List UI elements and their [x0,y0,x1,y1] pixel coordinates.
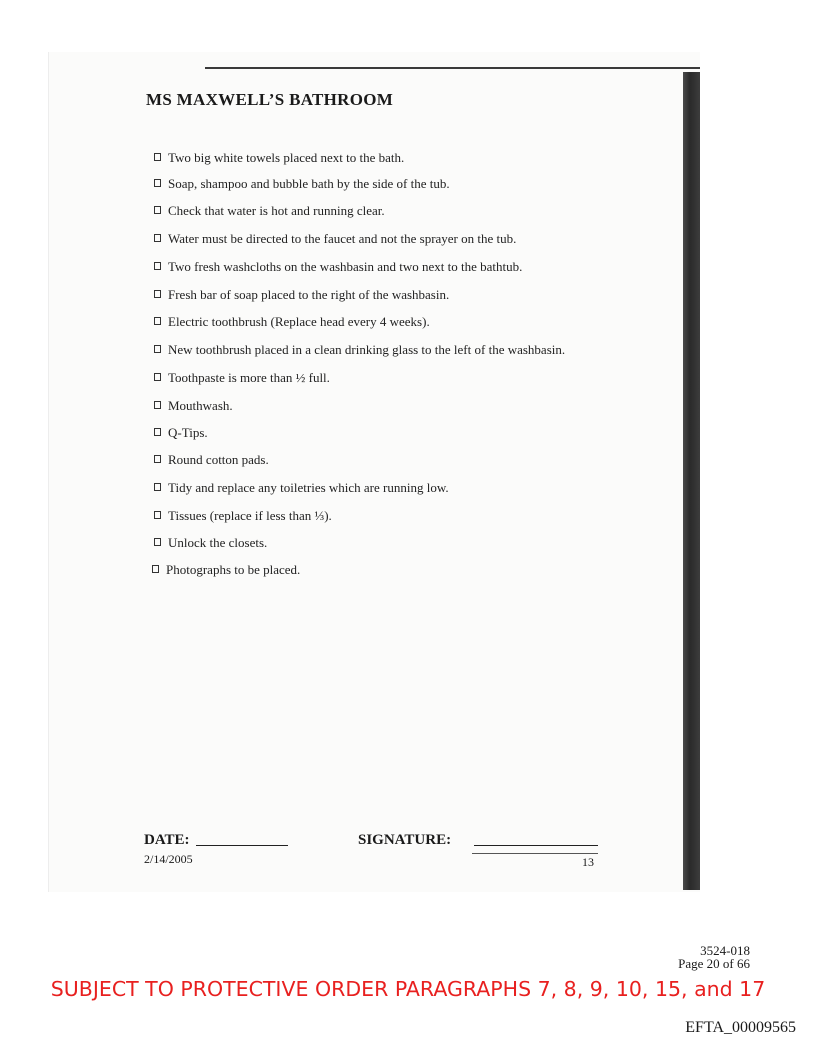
checklist-item-text: Round cotton pads. [168,452,269,467]
checklist-item [168,259,522,275]
checklist-item [166,562,300,578]
checklist-item [168,231,516,247]
checklist-item-text: Q-Tips. [168,425,208,440]
page-count: Page 20 of 66 [678,956,750,971]
checklist-item [168,342,565,358]
checkbox-icon [154,401,161,409]
checklist-item [168,150,404,166]
checklist-item [168,398,233,414]
checkbox-icon [154,234,161,242]
checklist-item [168,203,385,219]
checkbox-icon [154,153,161,161]
checklist-item-text: Water must be directed to the faucet and not the sprayer on the tub. [168,231,517,246]
checkbox-icon [154,179,161,187]
checkbox-icon [154,511,161,519]
checkbox-icon [154,428,161,436]
checklist-item-text: Unlock the closets. [168,535,268,550]
checkbox-icon [154,290,161,298]
checkbox-icon [154,317,161,325]
scan-binding-shadow [683,72,700,890]
checklist-item-text: Fresh bar of soap placed to the right of the washbasin. [168,287,450,302]
checkbox-icon [154,345,161,353]
checkbox-icon [154,483,161,491]
date-signature-line [196,845,288,846]
signature-line [474,845,598,846]
page-title: MS MAXWELL’S BATHROOM [146,90,394,109]
checkbox-icon [154,373,161,381]
document-page-number-block [472,853,598,870]
checkbox-icon [154,455,161,463]
checklist-item [168,452,269,468]
bates-number: EFTA_00009565 [685,1019,796,1036]
document-page-number: 13 [582,855,594,869]
signature-label: SIGNATURE: [358,832,452,848]
checklist-item [168,314,430,330]
checklist-item [168,370,330,386]
protective-order-notice: SUBJECT TO PROTECTIVE ORDER PARAGRAPHS 7, 8, 9, 10, 15, and 17 [50,977,766,1001]
checkbox-icon [154,206,161,214]
checklist-item-text: Tissues (replace if less than ⅓). [168,508,332,523]
scan-top-rule [205,67,700,69]
checklist-item-text: Photographs to be placed. [166,562,301,577]
checklist-item-text: Tidy and replace any toiletries which are running low. [168,480,449,495]
checklist-item [168,287,449,303]
checklist-item-text: Mouthwash. [168,398,233,413]
checklist-item [168,508,332,524]
scan-left-edge [48,52,49,892]
checklist-item [168,535,267,551]
checkbox-icon [152,565,159,573]
checklist-item-text: Soap, shampoo and bubble bath by the side of the tub. [168,176,450,191]
checkbox-icon [154,262,161,270]
checklist-item-text: Two big white towels placed next to the bath. [168,150,405,165]
document-date: 2/14/2005 [144,852,193,866]
checklist-item-text: Electric toothbrush (Replace head every 4 weeks). [168,314,430,329]
checkbox-icon [154,538,161,546]
checklist-item-text: New toothbrush placed in a clean drinking glass to the left of the washbasin. [168,342,566,357]
checklist-item-text: Two fresh washcloths on the washbasin and two next to the bathtub. [168,259,523,274]
reference-id: 3524-018 [700,943,750,958]
checklist-item [168,425,208,441]
date-label: DATE: [144,832,190,848]
checklist-item-text: Check that water is hot and running clear. [168,203,385,218]
checklist-item-text: Toothpaste is more than ½ full. [168,370,330,385]
checklist-item [168,176,450,192]
checklist-item [168,480,449,496]
